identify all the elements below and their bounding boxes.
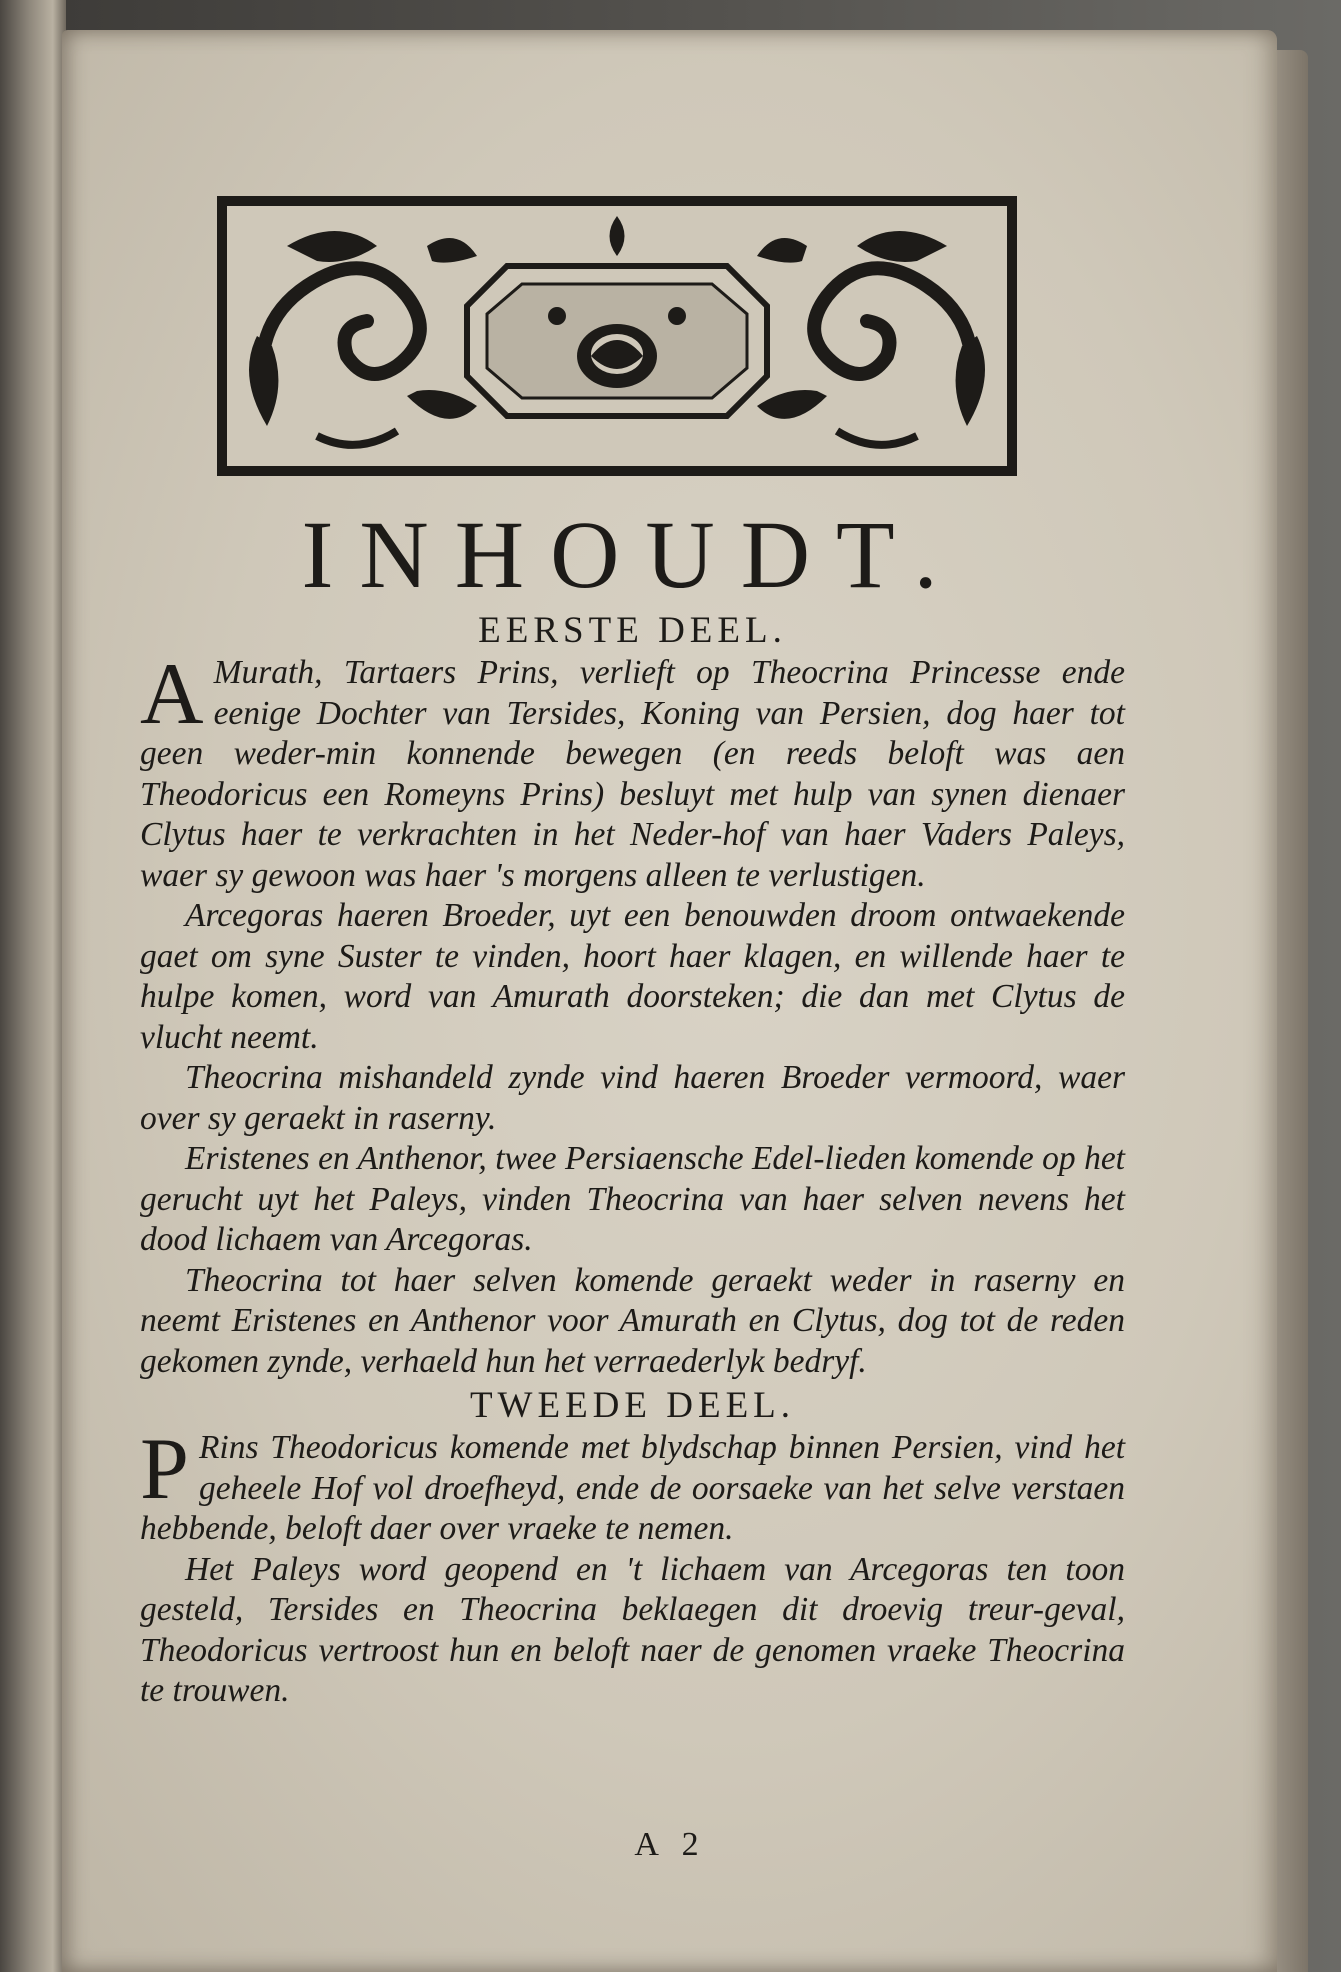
- drop-cap: A: [140, 646, 204, 743]
- summary-paragraph: Arcegoras haeren Broeder, uyt een benouwden droom ontwaekende gaet om syne Suster te vinden, hoort haer klagen, en willende haer te hulpe komen, word van Amurath doorsteken; die dan met Clytus de vlucht neemt.: [140, 897, 1125, 1056]
- summary-paragraph: Theocrina tot haer selven komende geraekt weder in raserny en neemt Eristenes en Anthenor voor Amurath en Clytus, dog tot de reden gekomen zynde, verhaeld hun het verraederlyk bedryf.: [140, 1261, 1125, 1380]
- page-title: INHOUDT.: [301, 501, 964, 608]
- table-of-contents: [140, 501, 1125, 1712]
- headpiece-ornament: [217, 196, 1017, 476]
- page-signature: A 2: [634, 1826, 707, 1863]
- summary-paragraph: Het Paleys word geopend en 't lichaem van Arcegoras ten toon gesteld, Tersides en Theocrina beklaegen dit droevig treur-geval, Theodoricus vertroost hun en beloft naer de genomen vraeke Theocrina te trouwen.: [140, 1550, 1125, 1709]
- drop-cap: P: [140, 1421, 189, 1518]
- summary-paragraph: Eristenes en Anthenor, twee Persiaensche Edel-lieden komende op het gerucht uyt het Paleys, vinden Theocrina van haer selven nevens het dood lichaem van Arcegoras.: [140, 1140, 1125, 1258]
- section-title-part-1: EERSTE DEEL.: [478, 610, 787, 651]
- paragraph-text: Rins Theodoricus komende met blydschap binnen Persien, vind het geheele Hof vol droefheyd, ende de oorsaeke van het selve verstaen hebbende, beloft daer over vraeke te nemen.: [140, 1429, 1125, 1547]
- floral-ornament-icon: [227, 206, 1007, 466]
- section-title-part-2: TWEEDE DEEL.: [469, 1385, 796, 1426]
- summary-paragraph: [140, 1421, 1125, 1550]
- facing-page-edge: [0, 0, 66, 1972]
- paragraph-text: Murath, Tartaers Prins, verlieft op Theocrina Princesse ende eenige Dochter van Tersides, Koning van Persien, dog haer tot geen weder-min konnende bewegen (en reeds beloft was aen Theodoricus een Romeyns Prins) besluyt met hulp van synen dienaer Clytus haer te verkrachten in het Neder-hof van haer Vaders Paleys, waer sy gewoon was haer 's morgens alleen te verlustigen.: [140, 654, 1125, 894]
- summary-paragraph: [140, 646, 1125, 896]
- summary-paragraph: Theocrina mishandeld zynde vind haeren Broeder vermoord, waer over sy geraekt in raserny.: [140, 1059, 1125, 1137]
